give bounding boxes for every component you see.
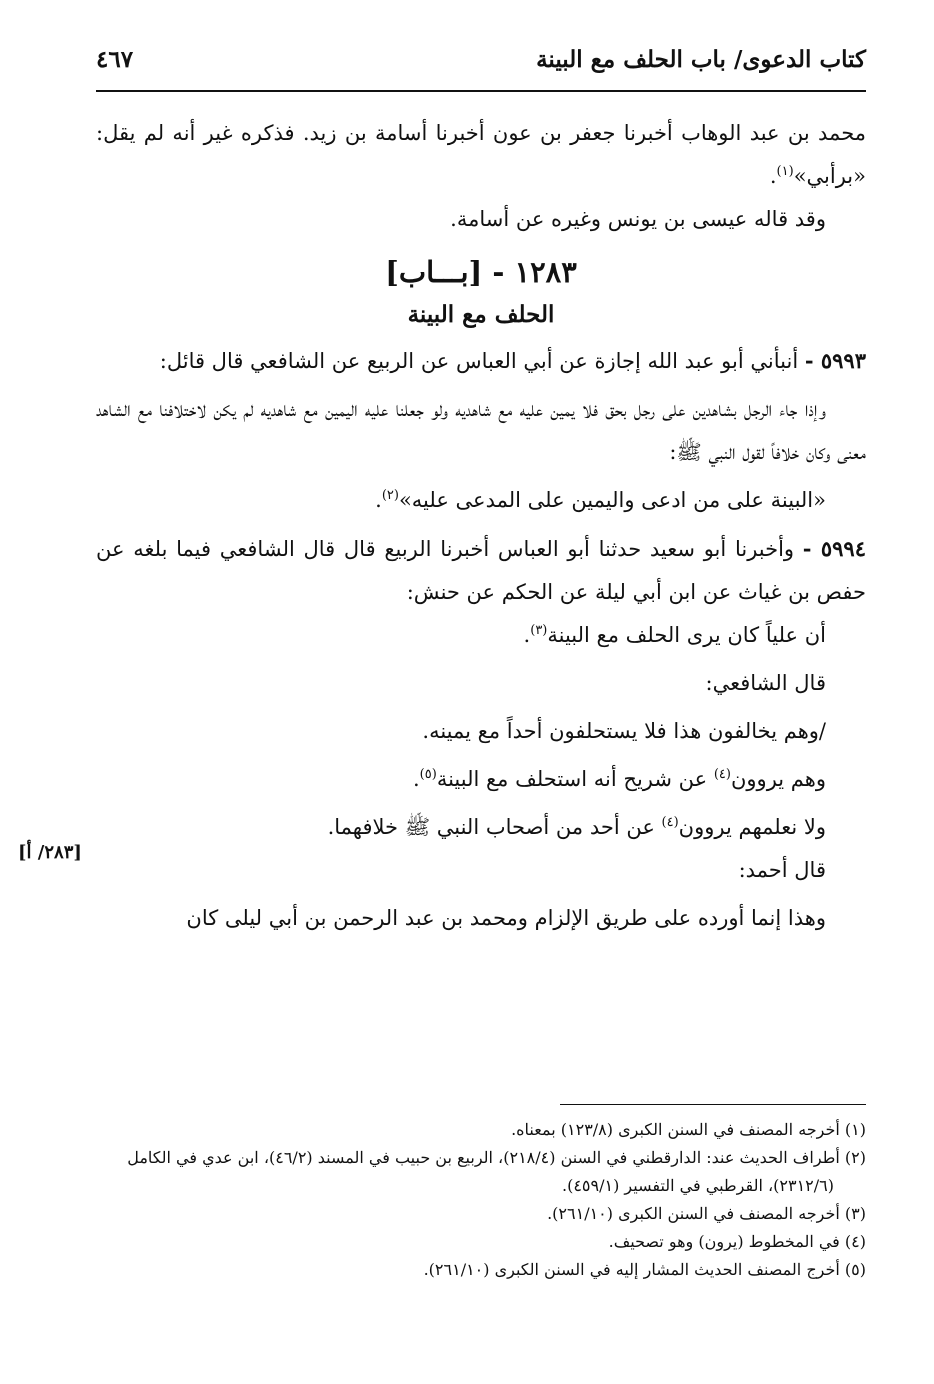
- paragraph-la-nalamuhum: ولا نعلمهم يروون$^{(٤)}$ عن أحد من أصحاب النبي ﷺ خلافهما.: [327, 815, 826, 839]
- footnote-1: (١) أخرجه المصنف في السنن الكبرى (١٢٣/٨) بمعناه.: [511, 1120, 866, 1139]
- footnote-ref[interactable]: (٢): [381, 488, 399, 503]
- paragraph-isa: وقد قاله عيسى بن يونس وغيره عن أسامة.: [450, 207, 826, 231]
- chapter-heading: ١٢٨٣ - [بـــاب]: [385, 255, 577, 289]
- footnotes: [96, 1116, 866, 1284]
- footnote-5: (٥) أخرج المصنف الحديث المشار إليه في السنن الكبرى (٢٦١/١٠).: [423, 1260, 866, 1279]
- paragraph-ali: أن علياً كان يرى الحلف مع البينة$^{(٣)}$.: [523, 623, 826, 647]
- running-title: كتاب الدعوى/ باب الحلف مع البينة: [536, 46, 866, 73]
- paragraph-hum-yarwun: وهم يروون$^{(٤)}$ عن شريح أنه استحلف مع البينة$^{(٥)}$.: [412, 767, 826, 791]
- main-text: [96, 112, 866, 940]
- paragraph-isnad-continuation: محمد بن عبد الوهاب أخبرنا جعفر بن عون أخبرنا أسامة بن زيد. فذكره غير أنه لم يقل: «برأبي»$^{(١)}$.: [96, 121, 866, 188]
- paragraph-shahid: وإذا جاء الرجل بشاهدين على رجل بحق فلا يمين عليه مع شاهديه ولو جعلنا عليه اليمين مع شاهديه لم يكن لاختلافنا مع الشاهد معنى وكان خلافاً لقول النبي ﷺ:: [96, 397, 866, 464]
- footnote-2: (٢) أطراف الحديث عند: الدارقطني في السنن (٢١٨/٤)، الربيع بن حبيب في المسند (٤٦/٢)، ابن عدي في الكامل (٢٣١٢/٦)، القرطبي في التفسير (٤٥٩/١).: [127, 1148, 866, 1195]
- paragraph-hadha: وهذا إنما أورده على طريق الإلزام ومحمد بن عبد الرحمن بن أبي ليلى كان: [186, 906, 826, 930]
- footnote-ref[interactable]: (٥): [419, 767, 437, 782]
- paragraph-hum-yukhalifun: /وهم يخالفون هذا فلا يستحلفون أحداً مع يمينه.: [422, 719, 826, 743]
- hadith-number: ٥٩٩٤ -: [802, 536, 866, 561]
- page-header: [96, 40, 866, 92]
- hadith-5993: ٥٩٩٣ - أنبأني أبو عبد الله إجازة عن أبي العباس عن الربيع عن الشافعي قال قائل:: [159, 348, 866, 373]
- footnote-ref[interactable]: (١): [776, 164, 794, 179]
- paragraph-shafii: قال الشافعي:: [705, 671, 826, 695]
- chapter-subtitle: الحلف مع البينة: [407, 301, 555, 328]
- manuscript-folio-note: [٢٨٣/ أ]: [18, 842, 82, 863]
- page-number: ٤٦٧: [96, 46, 134, 73]
- footnote-ref[interactable]: (٤): [713, 767, 731, 782]
- footnote-ref[interactable]: (٤): [661, 815, 679, 830]
- hadith-number: ٥٩٩٣ -: [804, 348, 866, 373]
- paragraph-ahmad: قال أحمد:: [738, 858, 826, 882]
- hadith-5994: ٥٩٩٤ - وأخبرنا أبو سعيد حدثنا أبو العباس أخبرنا الربيع قال قال الشافعي فيما بلغه عن حفص بن غياث عن ابن أبي ليلة عن الحكم عن حنش:: [96, 536, 866, 604]
- footnote-ref[interactable]: (٣): [530, 623, 548, 638]
- footnote-4: (٤) في المخطوط (يرون) وهو تصحيف.: [608, 1232, 866, 1251]
- footnote-3: (٣) أخرجه المصنف في السنن الكبرى (٢٦١/١٠).: [547, 1204, 866, 1223]
- paragraph-bayyina: «البينة على من ادعى واليمين على المدعى عليه»$^{(٢)}$.: [375, 488, 826, 512]
- footnote-divider: [560, 1104, 866, 1105]
